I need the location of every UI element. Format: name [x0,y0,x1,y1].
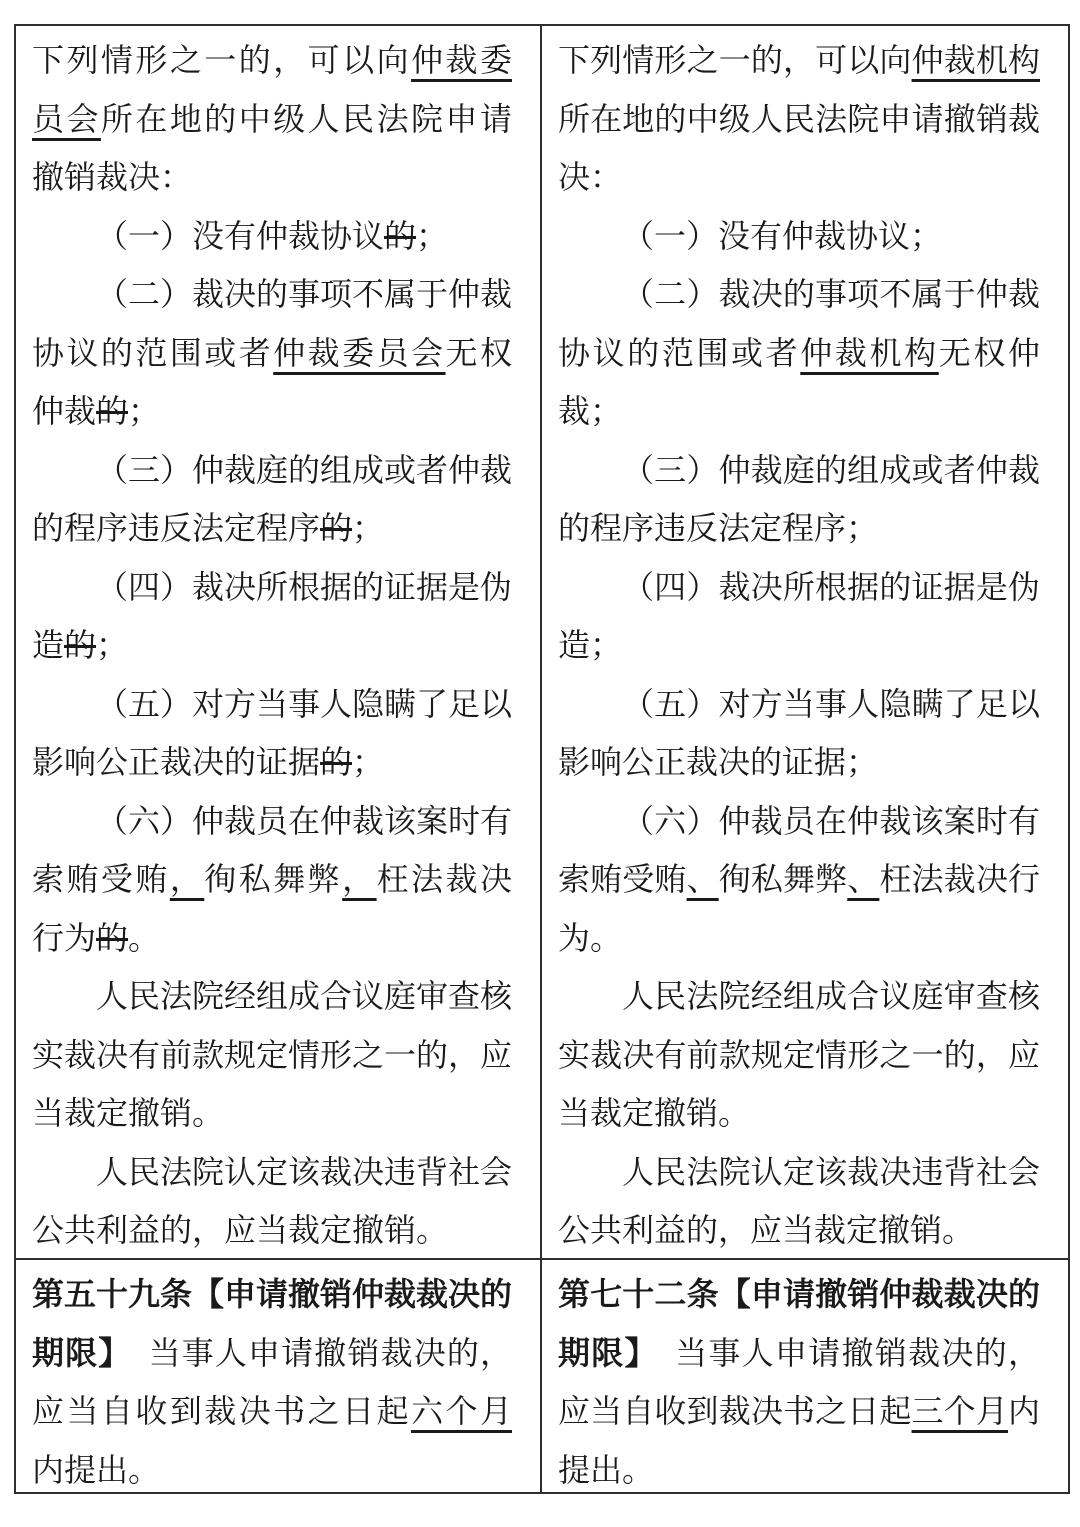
paragraph [558,31,1040,207]
underlined-text: ， [169,861,205,897]
body-text: 当事人申请撤销裁决的，应当自收到裁决书之日起 [32,1334,512,1429]
body-text: ； [416,217,449,254]
underlined-text: 仲裁委员会 [273,334,446,371]
body-text: （一）没有仲裁协议； [622,217,943,254]
body-text: 内提出。 [558,1393,1040,1488]
paragraph [558,1143,1040,1260]
revised-law-cell-provisions [542,26,1068,1260]
underlined-text: 仲裁机构 [911,42,1040,78]
body-text: 所在地的中级人民法院申请撤销裁决： [558,100,1040,195]
body-text: 当事人申请撤销裁决的，应当自收到裁决书之日起 [558,1334,1040,1429]
body-text: 人民法院认定该裁决违背社会公共利益的，应当裁定撤销。 [32,1153,513,1248]
body-text: ； [352,510,385,546]
struck-deleted-text: 的 [96,919,129,956]
struck-deleted-text: 的 [320,510,353,546]
body-text: （五）对方当事人隐瞒了足以影响公正裁决的证据 [32,685,513,780]
body-text: ； [96,627,129,663]
body-text: 下列情形之一的，可以向 [558,42,912,78]
body-text: 人民法院经组成合议庭审查核实裁决有前款规定情形之一的，应当裁定撤销。 [558,978,1040,1131]
body-text: （四）裁决所根据的证据是伪造； [558,568,1040,663]
body-text: （六）仲裁员在仲裁该案时有索贿受贿 [558,802,1040,897]
underlined-text: 、 [847,861,880,897]
paragraph [32,558,512,675]
paragraph [32,675,512,792]
struck-deleted-text: 的 [320,744,353,780]
paragraph [558,441,1040,558]
body-text: 枉法裁决行为。 [558,861,1040,956]
bold-article-heading: 第五十九条【申请撤销仲裁裁决的期限】 [32,1276,513,1371]
paragraph [32,207,512,266]
body-text: 。 [128,919,161,956]
body-text: 人民法院认定该裁决违背社会公共利益的，应当裁定撤销。 [558,1153,1040,1248]
body-text: 人民法院经组成合议庭审查核实裁决有前款规定情形之一的，应当裁定撤销。 [32,978,513,1131]
body-text: ； [352,744,385,780]
underlined-text: 、 [686,861,719,897]
paragraph [558,1265,1040,1492]
body-text: 徇私舞弊 [718,861,848,897]
body-text: 枉法裁决行为 [32,861,512,956]
paragraph [558,558,1040,675]
body-text: 内提出。 [32,1451,161,1488]
underlined-text: 仲裁机构 [800,334,939,371]
body-text: （二）裁决的事项不属于仲裁协议的范围或者 [558,276,1040,371]
paragraph [32,792,512,968]
body-text: （四）裁决所根据的证据是伪造 [32,568,513,663]
body-text: 徇私舞弊 [204,861,343,897]
paragraph [32,441,512,558]
body-text: （六）仲裁员在仲裁该案时有索贿受贿 [32,802,513,897]
body-text: （一）没有仲裁协议 [96,217,385,254]
body-text: 所在地的中级人民法院申请撤销裁决： [32,100,512,195]
body-text: （二）裁决的事项不属于仲裁协议的范围或者 [32,276,513,371]
underlined-text: ， [342,861,377,897]
paragraph [32,31,512,207]
paragraph [558,207,1040,266]
struck-deleted-text: 的 [64,627,97,663]
old-law-cell-article-59 [16,1260,542,1492]
struck-deleted-text: 的 [384,217,417,254]
paragraph [32,265,512,441]
revised-law-cell-article-72 [542,1260,1068,1492]
body-text: 无权仲裁 [32,334,512,429]
paragraph [32,1143,512,1260]
underlined-text: 三个月 [911,1393,1008,1429]
paragraph [558,967,1040,1143]
bold-article-heading: 第七十二条【申请撤销仲裁裁决的期限】 [558,1276,1040,1371]
body-text: ； [128,393,161,429]
comparison-table [14,24,1070,1494]
paragraph [32,1265,512,1492]
body-text: （三）仲裁庭的组成或者仲裁的程序违反法定程序 [32,451,513,546]
body-text: 下列情形之一的，可以向 [32,42,412,78]
underlined-text: 六个月 [411,1393,512,1429]
paragraph [558,265,1040,441]
paragraph [558,675,1040,792]
body-text: （五）对方当事人隐瞒了足以影响公正裁决的证据； [558,685,1040,780]
paragraph [558,792,1040,968]
old-law-cell-provisions [16,26,542,1260]
body-text: （三）仲裁庭的组成或者仲裁的程序违反法定程序； [558,451,1040,546]
body-text: 无权仲裁； [558,334,1040,429]
underlined-text: 仲裁委员会 [32,42,512,137]
struck-deleted-text: 的 [96,393,129,429]
paragraph [32,967,512,1143]
